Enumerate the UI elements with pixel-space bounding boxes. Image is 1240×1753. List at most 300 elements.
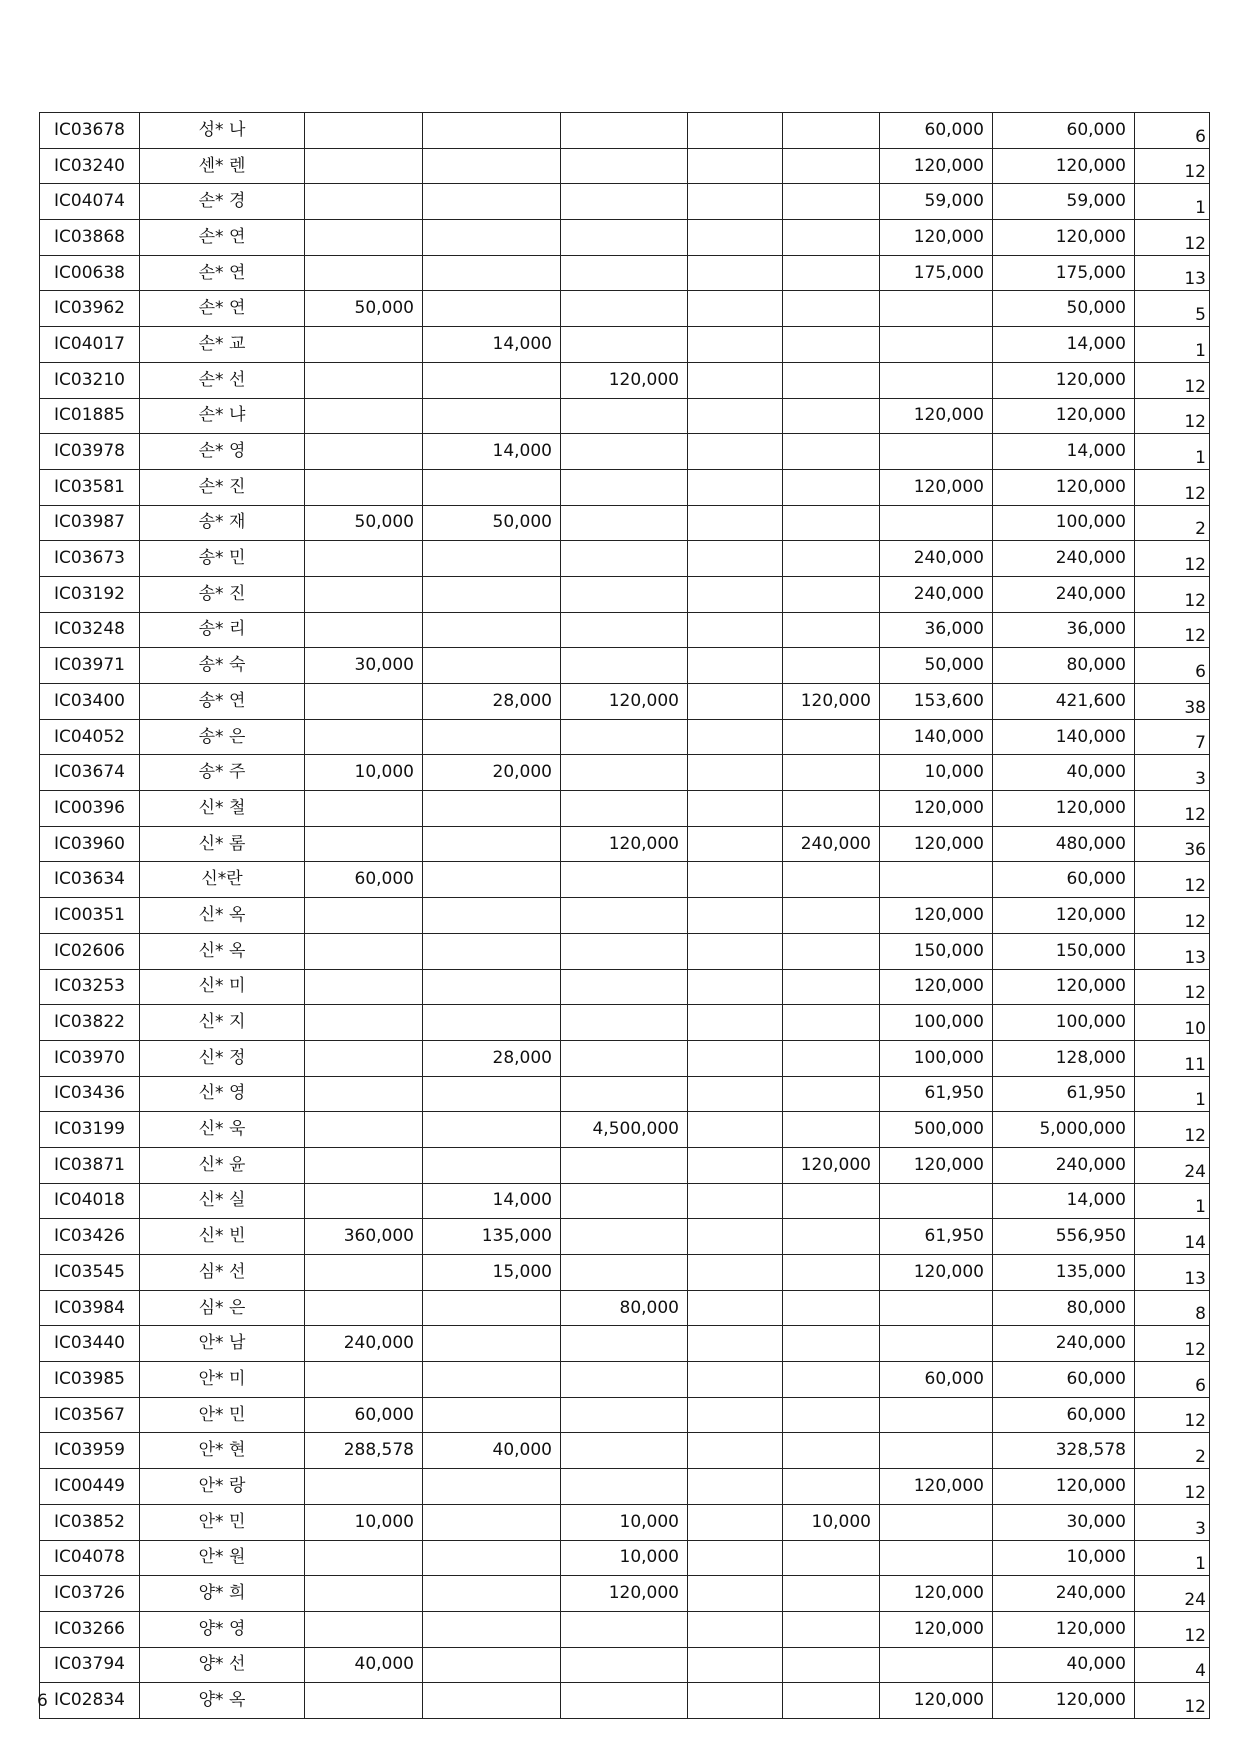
table-row <box>40 255 1210 291</box>
member-id-cell: IC03440 <box>40 1326 140 1362</box>
amount-cell-b: 135,000 <box>423 1219 561 1255</box>
member-name-cell: 양* 선 <box>140 1647 305 1683</box>
total-amount-cell: 421,600 <box>993 684 1135 720</box>
amount-cell-c: 120,000 <box>561 826 688 862</box>
total-amount-cell: 120,000 <box>993 398 1135 434</box>
amount-cell-f: 61,950 <box>880 1076 993 1112</box>
amount-cell-e <box>783 505 880 541</box>
member-id-cell: IC03436 <box>40 1076 140 1112</box>
amount-cell-c <box>561 1255 688 1291</box>
table-row <box>40 1397 1210 1433</box>
table-row <box>40 1040 1210 1076</box>
amount-cell-a <box>305 220 423 256</box>
amount-cell-b <box>423 1611 561 1647</box>
amount-cell-a: 10,000 <box>305 1504 423 1540</box>
member-id-cell: IC03987 <box>40 505 140 541</box>
amount-cell-e <box>783 398 880 434</box>
amount-cell-e: 120,000 <box>783 684 880 720</box>
count-cell: 1 <box>1135 327 1210 363</box>
table-row <box>40 862 1210 898</box>
amount-cell-e <box>783 1576 880 1612</box>
amount-cell-c <box>561 612 688 648</box>
member-id-cell: IC03634 <box>40 862 140 898</box>
amount-cell-a <box>305 148 423 184</box>
member-id-cell: IC03248 <box>40 612 140 648</box>
total-amount-cell: 10,000 <box>993 1540 1135 1576</box>
member-id-cell: IC03984 <box>40 1290 140 1326</box>
amount-cell-f: 120,000 <box>880 826 993 862</box>
member-name-cell: 안* 랑 <box>140 1469 305 1505</box>
member-name-cell: 안* 현 <box>140 1433 305 1469</box>
amount-cell-f: 500,000 <box>880 1112 993 1148</box>
member-name-cell: 양* 옥 <box>140 1683 305 1719</box>
amount-cell-d <box>688 1326 783 1362</box>
count-cell: 12 <box>1135 1683 1210 1719</box>
total-amount-cell: 14,000 <box>993 327 1135 363</box>
amount-cell-c <box>561 862 688 898</box>
total-amount-cell: 14,000 <box>993 1183 1135 1219</box>
table-row <box>40 898 1210 934</box>
amount-cell-f: 60,000 <box>880 1362 993 1398</box>
amount-cell-c <box>561 1147 688 1183</box>
amount-cell-a <box>305 969 423 1005</box>
member-name-cell: 송* 민 <box>140 541 305 577</box>
amount-cell-b <box>423 1290 561 1326</box>
amount-cell-f: 36,000 <box>880 612 993 648</box>
amount-cell-b <box>423 898 561 934</box>
total-amount-cell: 120,000 <box>993 220 1135 256</box>
amount-cell-a: 240,000 <box>305 1326 423 1362</box>
amount-cell-c <box>561 220 688 256</box>
amount-cell-d <box>688 469 783 505</box>
member-name-cell: 손* 연 <box>140 255 305 291</box>
amount-cell-e <box>783 719 880 755</box>
total-amount-cell: 36,000 <box>993 612 1135 648</box>
amount-cell-c <box>561 255 688 291</box>
amount-cell-a: 360,000 <box>305 1219 423 1255</box>
amount-cell-a: 50,000 <box>305 505 423 541</box>
table-row <box>40 1540 1210 1576</box>
amount-cell-d <box>688 755 783 791</box>
table-row <box>40 1290 1210 1326</box>
count-cell: 12 <box>1135 398 1210 434</box>
amount-cell-f: 100,000 <box>880 1040 993 1076</box>
count-cell: 1 <box>1135 1540 1210 1576</box>
amount-cell-e <box>783 1540 880 1576</box>
amount-cell-d <box>688 1040 783 1076</box>
amount-cell-d <box>688 791 783 827</box>
member-id-cell: IC02606 <box>40 933 140 969</box>
amount-cell-c <box>561 434 688 470</box>
member-id-cell: IC03822 <box>40 1005 140 1041</box>
amount-cell-e <box>783 1362 880 1398</box>
amount-cell-c <box>561 648 688 684</box>
member-name-cell: 손* 영 <box>140 434 305 470</box>
amount-cell-b <box>423 291 561 327</box>
total-amount-cell: 80,000 <box>993 1290 1135 1326</box>
amount-cell-c <box>561 184 688 220</box>
count-cell: 38 <box>1135 684 1210 720</box>
amount-cell-a <box>305 898 423 934</box>
member-id-cell: IC03545 <box>40 1255 140 1291</box>
count-cell: 12 <box>1135 1611 1210 1647</box>
amount-cell-a: 40,000 <box>305 1647 423 1683</box>
amount-cell-a <box>305 1183 423 1219</box>
table-row <box>40 1362 1210 1398</box>
amount-cell-a <box>305 1112 423 1148</box>
amount-cell-e <box>783 1397 880 1433</box>
amount-cell-c <box>561 755 688 791</box>
amount-cell-f: 120,000 <box>880 148 993 184</box>
amount-cell-b <box>423 933 561 969</box>
amount-cell-d <box>688 1076 783 1112</box>
amount-cell-d <box>688 862 783 898</box>
amount-cell-c <box>561 1397 688 1433</box>
amount-cell-a <box>305 362 423 398</box>
total-amount-cell: 120,000 <box>993 898 1135 934</box>
amount-cell-e <box>783 255 880 291</box>
amount-cell-f: 120,000 <box>880 398 993 434</box>
amount-cell-b <box>423 1112 561 1148</box>
total-amount-cell: 240,000 <box>993 1576 1135 1612</box>
count-cell: 12 <box>1135 791 1210 827</box>
member-name-cell: 신* 롬 <box>140 826 305 862</box>
total-amount-cell: 140,000 <box>993 719 1135 755</box>
amount-cell-d <box>688 576 783 612</box>
amount-cell-a <box>305 684 423 720</box>
amount-cell-e <box>783 291 880 327</box>
amount-cell-e <box>783 1219 880 1255</box>
amount-cell-f <box>880 434 993 470</box>
table-row <box>40 1147 1210 1183</box>
table-row <box>40 148 1210 184</box>
amount-cell-e <box>783 1326 880 1362</box>
member-id-cell: IC03960 <box>40 826 140 862</box>
amount-cell-d <box>688 255 783 291</box>
amount-cell-a <box>305 1469 423 1505</box>
member-name-cell: 송* 주 <box>140 755 305 791</box>
amount-cell-f: 50,000 <box>880 648 993 684</box>
total-amount-cell: 240,000 <box>993 1147 1135 1183</box>
member-name-cell: 심* 은 <box>140 1290 305 1326</box>
member-id-cell: IC03192 <box>40 576 140 612</box>
table-row <box>40 576 1210 612</box>
member-id-cell: IC03674 <box>40 755 140 791</box>
amount-cell-c: 10,000 <box>561 1540 688 1576</box>
total-amount-cell: 120,000 <box>993 362 1135 398</box>
amount-cell-f: 120,000 <box>880 469 993 505</box>
amount-cell-f <box>880 1326 993 1362</box>
amount-cell-d <box>688 826 783 862</box>
amount-cell-e <box>783 1611 880 1647</box>
amount-cell-b <box>423 184 561 220</box>
amount-cell-d <box>688 1540 783 1576</box>
amount-cell-e: 240,000 <box>783 826 880 862</box>
member-id-cell: IC03581 <box>40 469 140 505</box>
amount-cell-b <box>423 1576 561 1612</box>
count-cell: 6 <box>1135 648 1210 684</box>
amount-cell-b <box>423 541 561 577</box>
amount-cell-f <box>880 1183 993 1219</box>
amount-cell-d <box>688 184 783 220</box>
amount-cell-c <box>561 1040 688 1076</box>
total-amount-cell: 175,000 <box>993 255 1135 291</box>
amount-cell-c <box>561 1683 688 1719</box>
amount-cell-e <box>783 220 880 256</box>
amount-cell-b <box>423 1005 561 1041</box>
table-row <box>40 1433 1210 1469</box>
count-cell: 12 <box>1135 898 1210 934</box>
member-id-cell: IC03970 <box>40 1040 140 1076</box>
count-cell: 12 <box>1135 220 1210 256</box>
amount-cell-c <box>561 1647 688 1683</box>
table-row <box>40 362 1210 398</box>
amount-cell-b: 15,000 <box>423 1255 561 1291</box>
total-amount-cell: 328,578 <box>993 1433 1135 1469</box>
amount-cell-f: 150,000 <box>880 933 993 969</box>
amount-cell-d <box>688 1255 783 1291</box>
amount-cell-a <box>305 1683 423 1719</box>
amount-cell-d <box>688 1469 783 1505</box>
count-cell: 14 <box>1135 1219 1210 1255</box>
amount-cell-e <box>783 1469 880 1505</box>
amount-cell-a <box>305 1005 423 1041</box>
table-row <box>40 933 1210 969</box>
count-cell: 10 <box>1135 1005 1210 1041</box>
amount-cell-a: 30,000 <box>305 648 423 684</box>
amount-cell-d <box>688 719 783 755</box>
amount-cell-f: 120,000 <box>880 1469 993 1505</box>
member-name-cell: 손* 경 <box>140 184 305 220</box>
amount-cell-a <box>305 791 423 827</box>
total-amount-cell: 5,000,000 <box>993 1112 1135 1148</box>
amount-cell-b <box>423 969 561 1005</box>
amount-cell-b <box>423 1076 561 1112</box>
member-name-cell: 신* 지 <box>140 1005 305 1041</box>
amount-cell-e <box>783 327 880 363</box>
total-amount-cell: 40,000 <box>993 1647 1135 1683</box>
amount-cell-d <box>688 684 783 720</box>
amount-cell-d <box>688 612 783 648</box>
amount-cell-b <box>423 113 561 149</box>
member-id-cell: IC03199 <box>40 1112 140 1148</box>
amount-cell-c <box>561 148 688 184</box>
total-amount-cell: 120,000 <box>993 969 1135 1005</box>
amount-cell-b <box>423 648 561 684</box>
amount-cell-b <box>423 1362 561 1398</box>
amount-cell-f: 120,000 <box>880 1611 993 1647</box>
member-name-cell: 신* 빈 <box>140 1219 305 1255</box>
amount-cell-a <box>305 1611 423 1647</box>
amount-cell-b <box>423 1540 561 1576</box>
amount-cell-f <box>880 1397 993 1433</box>
count-cell: 11 <box>1135 1040 1210 1076</box>
table-row <box>40 1647 1210 1683</box>
member-name-cell: 신* 미 <box>140 969 305 1005</box>
amount-cell-b: 14,000 <box>423 434 561 470</box>
total-amount-cell: 59,000 <box>993 184 1135 220</box>
amount-cell-c <box>561 898 688 934</box>
amount-cell-d <box>688 327 783 363</box>
total-amount-cell: 240,000 <box>993 541 1135 577</box>
total-amount-cell: 240,000 <box>993 1326 1135 1362</box>
amount-cell-d <box>688 220 783 256</box>
amount-cell-a <box>305 541 423 577</box>
amount-cell-a: 60,000 <box>305 862 423 898</box>
count-cell: 12 <box>1135 612 1210 648</box>
amount-cell-c <box>561 1219 688 1255</box>
amount-cell-a: 10,000 <box>305 755 423 791</box>
count-cell: 12 <box>1135 469 1210 505</box>
member-name-cell: 손* 진 <box>140 469 305 505</box>
table-row <box>40 826 1210 862</box>
amount-cell-b <box>423 862 561 898</box>
amount-cell-c: 120,000 <box>561 684 688 720</box>
amount-cell-a <box>305 327 423 363</box>
amount-cell-c <box>561 576 688 612</box>
amount-cell-a <box>305 1147 423 1183</box>
amount-cell-a <box>305 184 423 220</box>
table-row <box>40 469 1210 505</box>
amount-cell-e <box>783 755 880 791</box>
amount-cell-f <box>880 1540 993 1576</box>
amount-cell-f: 100,000 <box>880 1005 993 1041</box>
member-name-cell: 양* 희 <box>140 1576 305 1612</box>
member-name-cell: 안* 민 <box>140 1397 305 1433</box>
member-name-cell: 신* 옥 <box>140 898 305 934</box>
amount-cell-c <box>561 1326 688 1362</box>
table-row <box>40 327 1210 363</box>
amount-cell-d <box>688 398 783 434</box>
member-name-cell: 신* 욱 <box>140 1112 305 1148</box>
count-cell: 1 <box>1135 434 1210 470</box>
amount-cell-c <box>561 969 688 1005</box>
count-cell: 1 <box>1135 1183 1210 1219</box>
member-name-cell: 심* 선 <box>140 1255 305 1291</box>
amount-cell-b <box>423 148 561 184</box>
total-amount-cell: 40,000 <box>993 755 1135 791</box>
amount-cell-d <box>688 933 783 969</box>
member-name-cell: 센* 렌 <box>140 148 305 184</box>
amount-cell-f: 240,000 <box>880 576 993 612</box>
amount-cell-d <box>688 1005 783 1041</box>
table-row <box>40 612 1210 648</box>
amount-cell-d <box>688 505 783 541</box>
amount-cell-b <box>423 719 561 755</box>
amount-cell-c <box>561 113 688 149</box>
amount-cell-c <box>561 719 688 755</box>
amount-cell-b <box>423 1326 561 1362</box>
member-id-cell: IC03253 <box>40 969 140 1005</box>
amount-cell-d <box>688 1647 783 1683</box>
member-name-cell: 송* 리 <box>140 612 305 648</box>
amount-cell-f: 120,000 <box>880 1255 993 1291</box>
table-row <box>40 1219 1210 1255</box>
amount-cell-b <box>423 826 561 862</box>
amount-cell-f: 10,000 <box>880 755 993 791</box>
member-name-cell: 신* 정 <box>140 1040 305 1076</box>
amount-cell-d <box>688 1183 783 1219</box>
total-amount-cell: 128,000 <box>993 1040 1135 1076</box>
amount-cell-a <box>305 398 423 434</box>
total-amount-cell: 480,000 <box>993 826 1135 862</box>
member-id-cell: IC03985 <box>40 1362 140 1398</box>
table-row <box>40 1076 1210 1112</box>
count-cell: 13 <box>1135 255 1210 291</box>
amount-cell-c <box>561 291 688 327</box>
amount-cell-c <box>561 1469 688 1505</box>
amount-cell-f: 120,000 <box>880 1683 993 1719</box>
member-id-cell: IC03971 <box>40 648 140 684</box>
amount-cell-f: 120,000 <box>880 1147 993 1183</box>
member-name-cell: 송* 연 <box>140 684 305 720</box>
member-id-cell: IC03266 <box>40 1611 140 1647</box>
member-id-cell: IC03678 <box>40 113 140 149</box>
count-cell: 12 <box>1135 969 1210 1005</box>
amount-cell-f <box>880 1504 993 1540</box>
amount-cell-e <box>783 541 880 577</box>
total-amount-cell: 100,000 <box>993 1005 1135 1041</box>
amount-cell-f <box>880 505 993 541</box>
amount-cell-d <box>688 969 783 1005</box>
amount-cell-e <box>783 969 880 1005</box>
amount-cell-e <box>783 1005 880 1041</box>
amount-cell-e <box>783 362 880 398</box>
amount-cell-d <box>688 1147 783 1183</box>
amount-cell-b <box>423 1683 561 1719</box>
amount-cell-a <box>305 1290 423 1326</box>
amount-cell-e <box>783 1290 880 1326</box>
amount-cell-c: 120,000 <box>561 1576 688 1612</box>
table-row <box>40 291 1210 327</box>
member-id-cell: IC03959 <box>40 1433 140 1469</box>
member-name-cell: 신* 윤 <box>140 1147 305 1183</box>
amount-cell-b: 40,000 <box>423 1433 561 1469</box>
member-name-cell: 안* 민 <box>140 1504 305 1540</box>
amount-cell-a <box>305 826 423 862</box>
amount-cell-e <box>783 898 880 934</box>
member-name-cell: 손* 연 <box>140 220 305 256</box>
table-row <box>40 648 1210 684</box>
total-amount-cell: 60,000 <box>993 862 1135 898</box>
amount-cell-c <box>561 327 688 363</box>
amount-cell-a <box>305 113 423 149</box>
member-id-cell: IC03868 <box>40 220 140 256</box>
table-row <box>40 755 1210 791</box>
total-amount-cell: 120,000 <box>993 1469 1135 1505</box>
amount-cell-e: 120,000 <box>783 1147 880 1183</box>
amount-cell-f <box>880 862 993 898</box>
amount-cell-f: 120,000 <box>880 898 993 934</box>
count-cell: 1 <box>1135 184 1210 220</box>
amount-cell-b <box>423 398 561 434</box>
amount-cell-f: 120,000 <box>880 969 993 1005</box>
amount-cell-c: 80,000 <box>561 1290 688 1326</box>
amount-cell-c <box>561 541 688 577</box>
amount-cell-d <box>688 541 783 577</box>
ledger-body <box>40 113 1210 1719</box>
amount-cell-a: 50,000 <box>305 291 423 327</box>
amount-cell-c <box>561 1433 688 1469</box>
count-cell: 2 <box>1135 505 1210 541</box>
amount-cell-b: 50,000 <box>423 505 561 541</box>
amount-cell-a <box>305 612 423 648</box>
count-cell: 12 <box>1135 1326 1210 1362</box>
count-cell: 12 <box>1135 1397 1210 1433</box>
total-amount-cell: 150,000 <box>993 933 1135 969</box>
total-amount-cell: 60,000 <box>993 113 1135 149</box>
member-id-cell: IC04074 <box>40 184 140 220</box>
